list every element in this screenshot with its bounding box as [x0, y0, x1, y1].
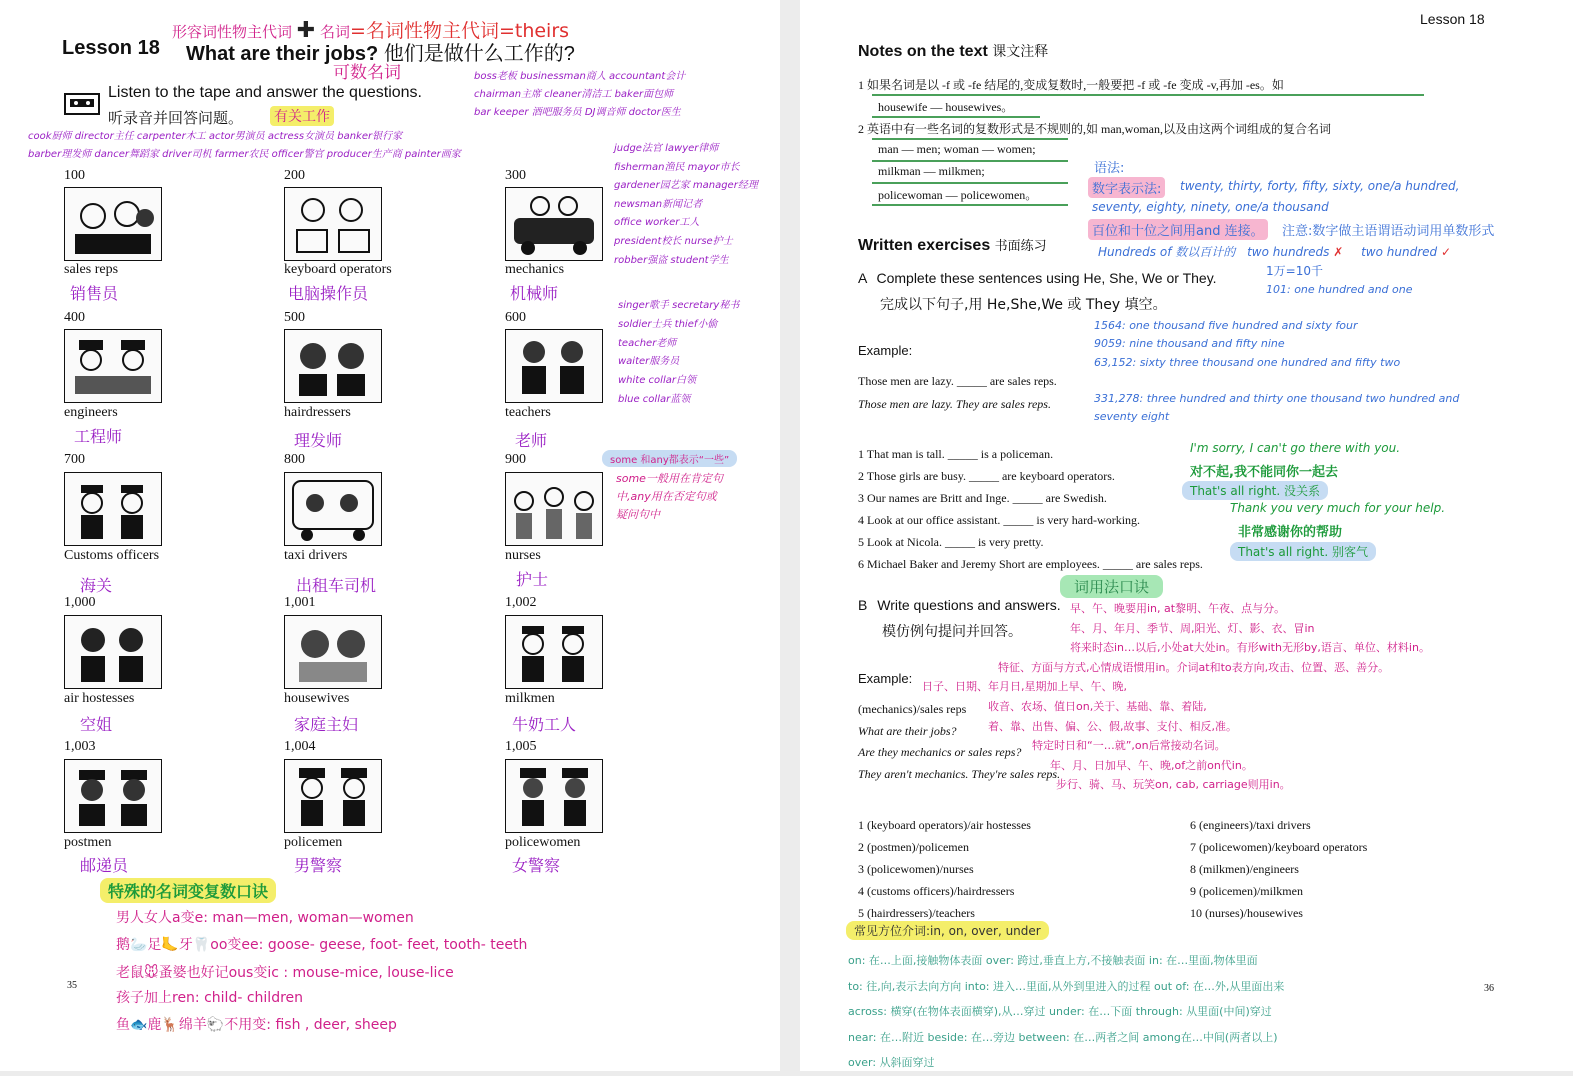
prep-notes-title: 常见方位介词:in, on, over, under — [846, 921, 1049, 940]
side-note: waiter服务员 — [618, 356, 680, 368]
job-name: milkmen — [505, 691, 555, 706]
exercise-item: 1 That man is tall. _____ is a policeman. — [858, 447, 1054, 461]
prep-note: across: 横穿(在物体表面横穿),从…穿过 under: 在…下面 through: 从里面(中间)穿过 — [848, 1005, 1272, 1018]
job-name: engineers — [64, 405, 118, 420]
phrase: 非常感谢你的帮助 — [1238, 525, 1343, 540]
underline — [872, 94, 1424, 96]
job-illustration — [505, 472, 603, 546]
number-example: 1564: one thousand five hundred and sixty four — [1094, 319, 1358, 332]
some-note-line: 疑问句中 — [616, 508, 660, 521]
job-illustration — [284, 187, 382, 261]
job-number: 1,004 — [284, 739, 316, 754]
numeral-words: seventy, eighty, ninety, one/a thousand — [1092, 200, 1329, 214]
job-number: 1,000 — [64, 595, 96, 610]
exercise-item: 3 (policewomen)/nurses — [858, 862, 974, 876]
exercise-item: 2 (postmen)/policemen — [858, 840, 969, 854]
number-example: 9059: nine thousand and fifty nine — [1094, 337, 1285, 350]
job-name-cn: 老师 — [515, 431, 548, 450]
example-line: (mechanics)/sales reps — [858, 702, 967, 716]
side-note: soldier士兵 thief小偷 — [618, 318, 718, 330]
example-line: They aren't mechanics. They're sales reps. — [858, 767, 1061, 781]
top-note-a: 形容词性物主代词 — [172, 23, 293, 41]
example-line: What are their jobs? — [858, 724, 957, 738]
exercise-item: 7 (policewomen)/keyboard operators — [1190, 840, 1368, 854]
job-name: mechanics — [505, 262, 565, 277]
exercise-b-items-left — [858, 814, 1031, 924]
right-page — [800, 0, 1573, 1071]
side-note: blue collar蓝领 — [618, 393, 691, 405]
job-name: hairdressers — [284, 405, 351, 420]
job-illustration — [64, 329, 162, 403]
side-note: gardener园艺家 manager经理 — [614, 180, 758, 192]
side-note: fisherman渔民 mayor市长 — [614, 161, 740, 173]
plural-note: 可数名词 — [333, 63, 401, 83]
job-number: 200 — [284, 168, 305, 183]
in-on-at-note: 步行、骑、马、玩笑on, cab, carriage则用in。 — [1056, 778, 1291, 792]
side-note: white collar白领 — [618, 375, 696, 387]
job-illustration — [505, 329, 603, 403]
job-number: 1,005 — [505, 739, 537, 754]
top-note-b: 名词 — [320, 23, 351, 41]
job-number: 100 — [64, 168, 85, 183]
job-name: policewomen — [505, 835, 581, 850]
job-illustration — [505, 615, 603, 689]
exercise-item: 1 (keyboard operators)/air hostesses — [858, 818, 1031, 832]
underline — [872, 204, 1068, 206]
job-name: keyboard operators — [284, 262, 392, 277]
wan-note: 1万=10千 — [1266, 264, 1323, 278]
exercise-b-heading — [858, 597, 1061, 613]
exercise-a-en: Complete these sentences using He, She, We or They. — [876, 270, 1217, 286]
example-label: Example: — [858, 343, 913, 358]
job-number: 500 — [284, 310, 305, 325]
job-name-cn: 机械师 — [510, 284, 559, 303]
plural-rules-title: 特殊的名词变复数口诀 — [100, 878, 276, 903]
plural-rule: 男人女人a变e: man—men, woman—women — [116, 910, 414, 926]
instruction-en: Listen to the tape and answer the questions. — [108, 84, 422, 101]
page-number: 36 — [1484, 983, 1494, 994]
exercise-b-items-right — [1190, 814, 1367, 924]
underline — [872, 138, 1068, 140]
job-number: 1,001 — [284, 595, 316, 610]
in-on-at-note: 着、靠、出售、偏、公、假,故事、支付、相反,准。 — [988, 719, 1237, 733]
in-on-at-note: 特定时日和“一…就”,on后常接动名词。 — [1032, 739, 1226, 753]
job-name-cn: 邮递员 — [80, 856, 129, 875]
exercise-a-cn: 完成以下句子,用 He,She,We 或 They 填空。 — [880, 297, 1167, 313]
exercise-item: 5 (hairdressers)/teachers — [858, 906, 975, 920]
lesson-label: Lesson 18 — [62, 37, 160, 59]
in-on-at-note: 将来时态in…以后,小处at大处in。有形with无形by,语言、单位、材料in。 — [1070, 641, 1430, 655]
phrase: I'm sorry, I can't go there with you. — [1190, 441, 1401, 455]
top-note-c: =名词性物主代词=theirs — [350, 20, 570, 42]
job-number: 700 — [64, 452, 85, 467]
job-name: taxi drivers — [284, 548, 348, 563]
note-1-example: housewife — housewives。 — [878, 100, 1014, 114]
job-name-cn: 销售员 — [70, 284, 119, 303]
plus-icon: ✚ — [296, 18, 316, 43]
exercise-b-cn: 模仿例句提问并回答。 — [882, 624, 1022, 640]
in-on-at-note: 年、月、日加早、午、晚,of之前on代in。 — [1050, 758, 1253, 772]
some-any-note-title: some 和any都表示“一些” — [602, 450, 737, 467]
notes-title-en: Notes on the text — [858, 43, 988, 60]
job-name-cn: 海关 — [80, 576, 113, 595]
job-number: 1,003 — [64, 739, 96, 754]
side-note: teacher老师 — [618, 337, 677, 349]
exercise-item: 6 Michael Baker and Jeremy Short are employees. _____ are sales reps. — [858, 557, 1203, 571]
job-illustration — [64, 187, 162, 261]
side-note: robber强盗 student学生 — [614, 254, 729, 266]
notes-title — [858, 41, 1048, 61]
hundreds-of: Hundreds of 数以百计的 — [1098, 245, 1236, 259]
side-note: judge法官 lawyer律师 — [614, 143, 719, 154]
exercise-a-items — [858, 443, 1203, 575]
side-notes-2 — [618, 297, 739, 410]
job-illustration — [284, 759, 382, 833]
numeral-words: twenty, thirty, forty, fifty, sixty, one/a hundred, — [1180, 179, 1460, 193]
some-note-line: 中,any用在否定句或 — [616, 490, 717, 503]
job-name: teachers — [505, 405, 551, 420]
underline — [872, 116, 1040, 118]
note-1: 1 如果名词是以 -f 或 -fe 结尾的,变成复数时,一般要把 -f 或 -fe 变成 -v,再加 -es。如 — [858, 78, 1284, 92]
exercise-item: 10 (nurses)/housewives — [1190, 906, 1303, 920]
job-illustration — [284, 329, 382, 403]
exercise-item: 4 (customs officers)/hairdressers — [858, 884, 1015, 898]
job-illustration — [64, 759, 162, 833]
exercise-a-heading — [858, 270, 1217, 286]
in-on-at-note: 年、月、年月、季节、周,阳光、灯、影、衣、冒in — [1070, 621, 1315, 635]
underline — [872, 160, 1068, 162]
note-2: 2 英语中有一些名词的复数形式是不规则的,如 man,woman,以及由这两个词组成的复合名词 — [858, 122, 1331, 136]
job-name: postmen — [64, 835, 112, 850]
exercise-item: 8 (milkmen)/engineers — [1190, 862, 1299, 876]
wrong-form: two hundreds — [1247, 245, 1330, 259]
job-name-cn: 出租车司机 — [296, 576, 377, 595]
job-name: air hostesses — [64, 691, 135, 706]
cross-icon: ✗ — [1333, 245, 1344, 259]
some-note-line: some一般用在肯定句 — [616, 472, 723, 485]
side-note: newsman新闻记者 — [614, 198, 703, 210]
job-note-3: bar keeper 酒吧服务员 DJ调音师 doctor医生 — [474, 107, 681, 118]
exercise-b-en: Write questions and answers. — [877, 597, 1061, 613]
notes-title-cn: 课文注释 — [992, 43, 1049, 59]
job-illustration — [505, 759, 603, 833]
job-note-5: barber理发师 dancer舞蹈家 driver司机 farmer农民 officer警官 producer生产商 painter画家 — [28, 149, 461, 160]
job-number: 900 — [505, 452, 526, 467]
job-name: sales reps — [64, 262, 119, 277]
phrase: That's all right. 别客气 — [1230, 542, 1376, 561]
job-name: housewives — [284, 691, 350, 706]
job-name: nurses — [505, 548, 541, 563]
job-illustration — [64, 472, 162, 546]
prep-note: near: 在…附近 beside: 在…旁边 between: 在…两者之间 among在…中间(两者以上) — [848, 1030, 1278, 1044]
example-line: Are they mechanics or sales reps? — [858, 745, 1022, 759]
right-form: two hundred — [1361, 245, 1438, 259]
note-2-example: man — men; woman — women; — [878, 142, 1036, 156]
plural-rule: 鹅🦢足🦶牙🦷oo变ee: goose- geese, foot- feet, tooth- teeth — [116, 937, 528, 953]
job-illustration — [284, 472, 382, 546]
numeral-label: 数字表示法: — [1088, 177, 1165, 198]
number-example: 331,278: three hundred and thirty one thousand two hundred and — [1094, 392, 1460, 405]
left-page — [0, 0, 780, 1071]
cassette-icon — [64, 92, 100, 116]
exercise-item: 5 Look at Nicola. _____ is very pretty. — [858, 535, 1044, 549]
job-name-cn: 护士 — [516, 570, 549, 589]
phrase: That's all right. 没关系 — [1182, 481, 1328, 500]
side-note: president校长 nurse护士 — [614, 235, 733, 247]
exercise-item: 4 Look at our office assistant. _____ is very hard-working. — [858, 513, 1141, 527]
hundreds-note — [1098, 243, 1451, 260]
phrase: Thank you very much for your help. — [1230, 501, 1446, 515]
job-number: 600 — [505, 310, 526, 325]
prep-note: over: 从斜面穿过 — [848, 1056, 935, 1069]
job-name-cn: 电脑操作员 — [288, 284, 369, 303]
number-example: seventy eight — [1094, 410, 1170, 423]
number-example: 63,152: sixty three thousand one hundred and fifty two — [1094, 356, 1401, 369]
note-2-example: policewoman — policewomen。 — [878, 188, 1038, 202]
job-note-1: boss老板 businessman商人 accountant会计 — [474, 71, 686, 82]
title-cn: 他们是做什么工作的? — [383, 43, 575, 65]
exercise-b-label: B — [858, 597, 868, 613]
exercise-item: 9 (policemen)/milkmen — [1190, 884, 1303, 898]
job-number: 1,002 — [505, 595, 537, 610]
exercise-item: 3 Our names are Britt and Inge. _____ are Swedish. — [858, 491, 1107, 505]
job-number: 400 — [64, 310, 85, 325]
job-name-cn: 牛奶工人 — [512, 715, 577, 734]
prep-title: 词用法口诀 — [1060, 575, 1163, 598]
side-notes-1 — [614, 140, 758, 270]
in-on-at-note: 早、午、晚要用in, at黎明、午夜、点与分。 — [1070, 602, 1286, 615]
exercise-item: 6 (engineers)/taxi drivers — [1190, 818, 1311, 832]
and-note: 注意:数字做主语谓语动词用单数形式 — [1282, 224, 1495, 239]
running-head: Lesson 18 — [1420, 11, 1485, 27]
check-icon: ✓ — [1440, 245, 1452, 259]
job-name-cn: 男警察 — [294, 856, 343, 875]
side-note: singer歌手 secretary秘书 — [618, 300, 740, 311]
job-name-cn: 理发师 — [294, 431, 343, 450]
job-number: 300 — [505, 168, 526, 183]
grammar-label: 语法: — [1094, 161, 1125, 176]
prep-note: to: 往,向,表示去向方向 into: 进入…里面,从外到里进入的过程 out of: 在…外,从里面出来 — [848, 979, 1285, 993]
prep-notes — [848, 948, 1284, 1076]
some-any-note — [616, 470, 723, 524]
underline — [872, 182, 1068, 184]
job-name-cn: 工程师 — [74, 427, 123, 446]
related-work-label: 有关工作 — [270, 106, 334, 126]
job-illustration — [64, 615, 162, 689]
example-answer: Those men are lazy. They are sales reps. — [858, 397, 1051, 411]
job-note-2: chairman主席 cleaner清洁工 baker面包师 — [474, 89, 674, 100]
example-label: Example: — [858, 671, 913, 686]
in-on-at-note: 特征、方面与方式,心情成语惯用in。介词at和to表方向,攻击、位置、恶、善分。 — [998, 660, 1390, 674]
written-title — [858, 235, 1047, 255]
job-illustration — [505, 187, 603, 261]
exercise-item: 2 Those girls are busy. _____ are keyboard operators. — [858, 469, 1115, 483]
job-note-4: cook厨师 director主任 carpenter木工 actor男演员 actress女演员 banker银行家 — [28, 131, 403, 142]
prep-note: on: 在…上面,接触物体表面 over: 跨过,垂直上方,不接触表面 in: 在…里面,物体里面 — [848, 954, 1258, 967]
written-title-en: Written exercises — [858, 237, 991, 254]
job-number: 800 — [284, 452, 305, 467]
exercise-a-label: A — [858, 270, 867, 286]
instruction-cn: 听录音并回答问题。 — [108, 109, 244, 127]
title-en: What are their jobs? — [186, 43, 379, 65]
in-on-at-note: 收音、农场、值日on,关于、基础、靠、着陆, — [988, 699, 1207, 713]
phrase: 对不起,我不能同你一起去 — [1190, 465, 1338, 480]
in-on-at-note: 日子、日期、年月日,星期加上早、午、晚, — [922, 680, 1127, 694]
job-name-cn: 女警察 — [512, 856, 561, 875]
job-name: policemen — [284, 835, 343, 850]
plural-rule: 孩子加上ren: child- children — [116, 990, 304, 1006]
written-title-cn: 书面练习 — [994, 238, 1047, 253]
side-note: office worker工人 — [614, 217, 700, 229]
job-name-cn: 家庭主妇 — [294, 715, 359, 734]
and-rule: 百位和十位之间用and 连接。 — [1088, 219, 1268, 240]
number-example: 101: one hundred and one — [1266, 283, 1413, 296]
plural-rule: 鱼🐟鹿🦌绵羊🐑不用变: fish , deer, sheep — [116, 1017, 397, 1033]
page-number: 35 — [67, 980, 77, 991]
job-name: Customs officers — [64, 548, 160, 563]
job-illustration — [284, 615, 382, 689]
note-2-example: milkman — milkmen; — [878, 164, 985, 178]
example-sentence: Those men are lazy. _____ are sales reps. — [858, 374, 1057, 388]
job-name-cn: 空姐 — [80, 715, 113, 734]
plural-rule: 老鼠🐭蚤婆也好记ous变ic : mouse-mice, louse-lice — [116, 965, 454, 981]
